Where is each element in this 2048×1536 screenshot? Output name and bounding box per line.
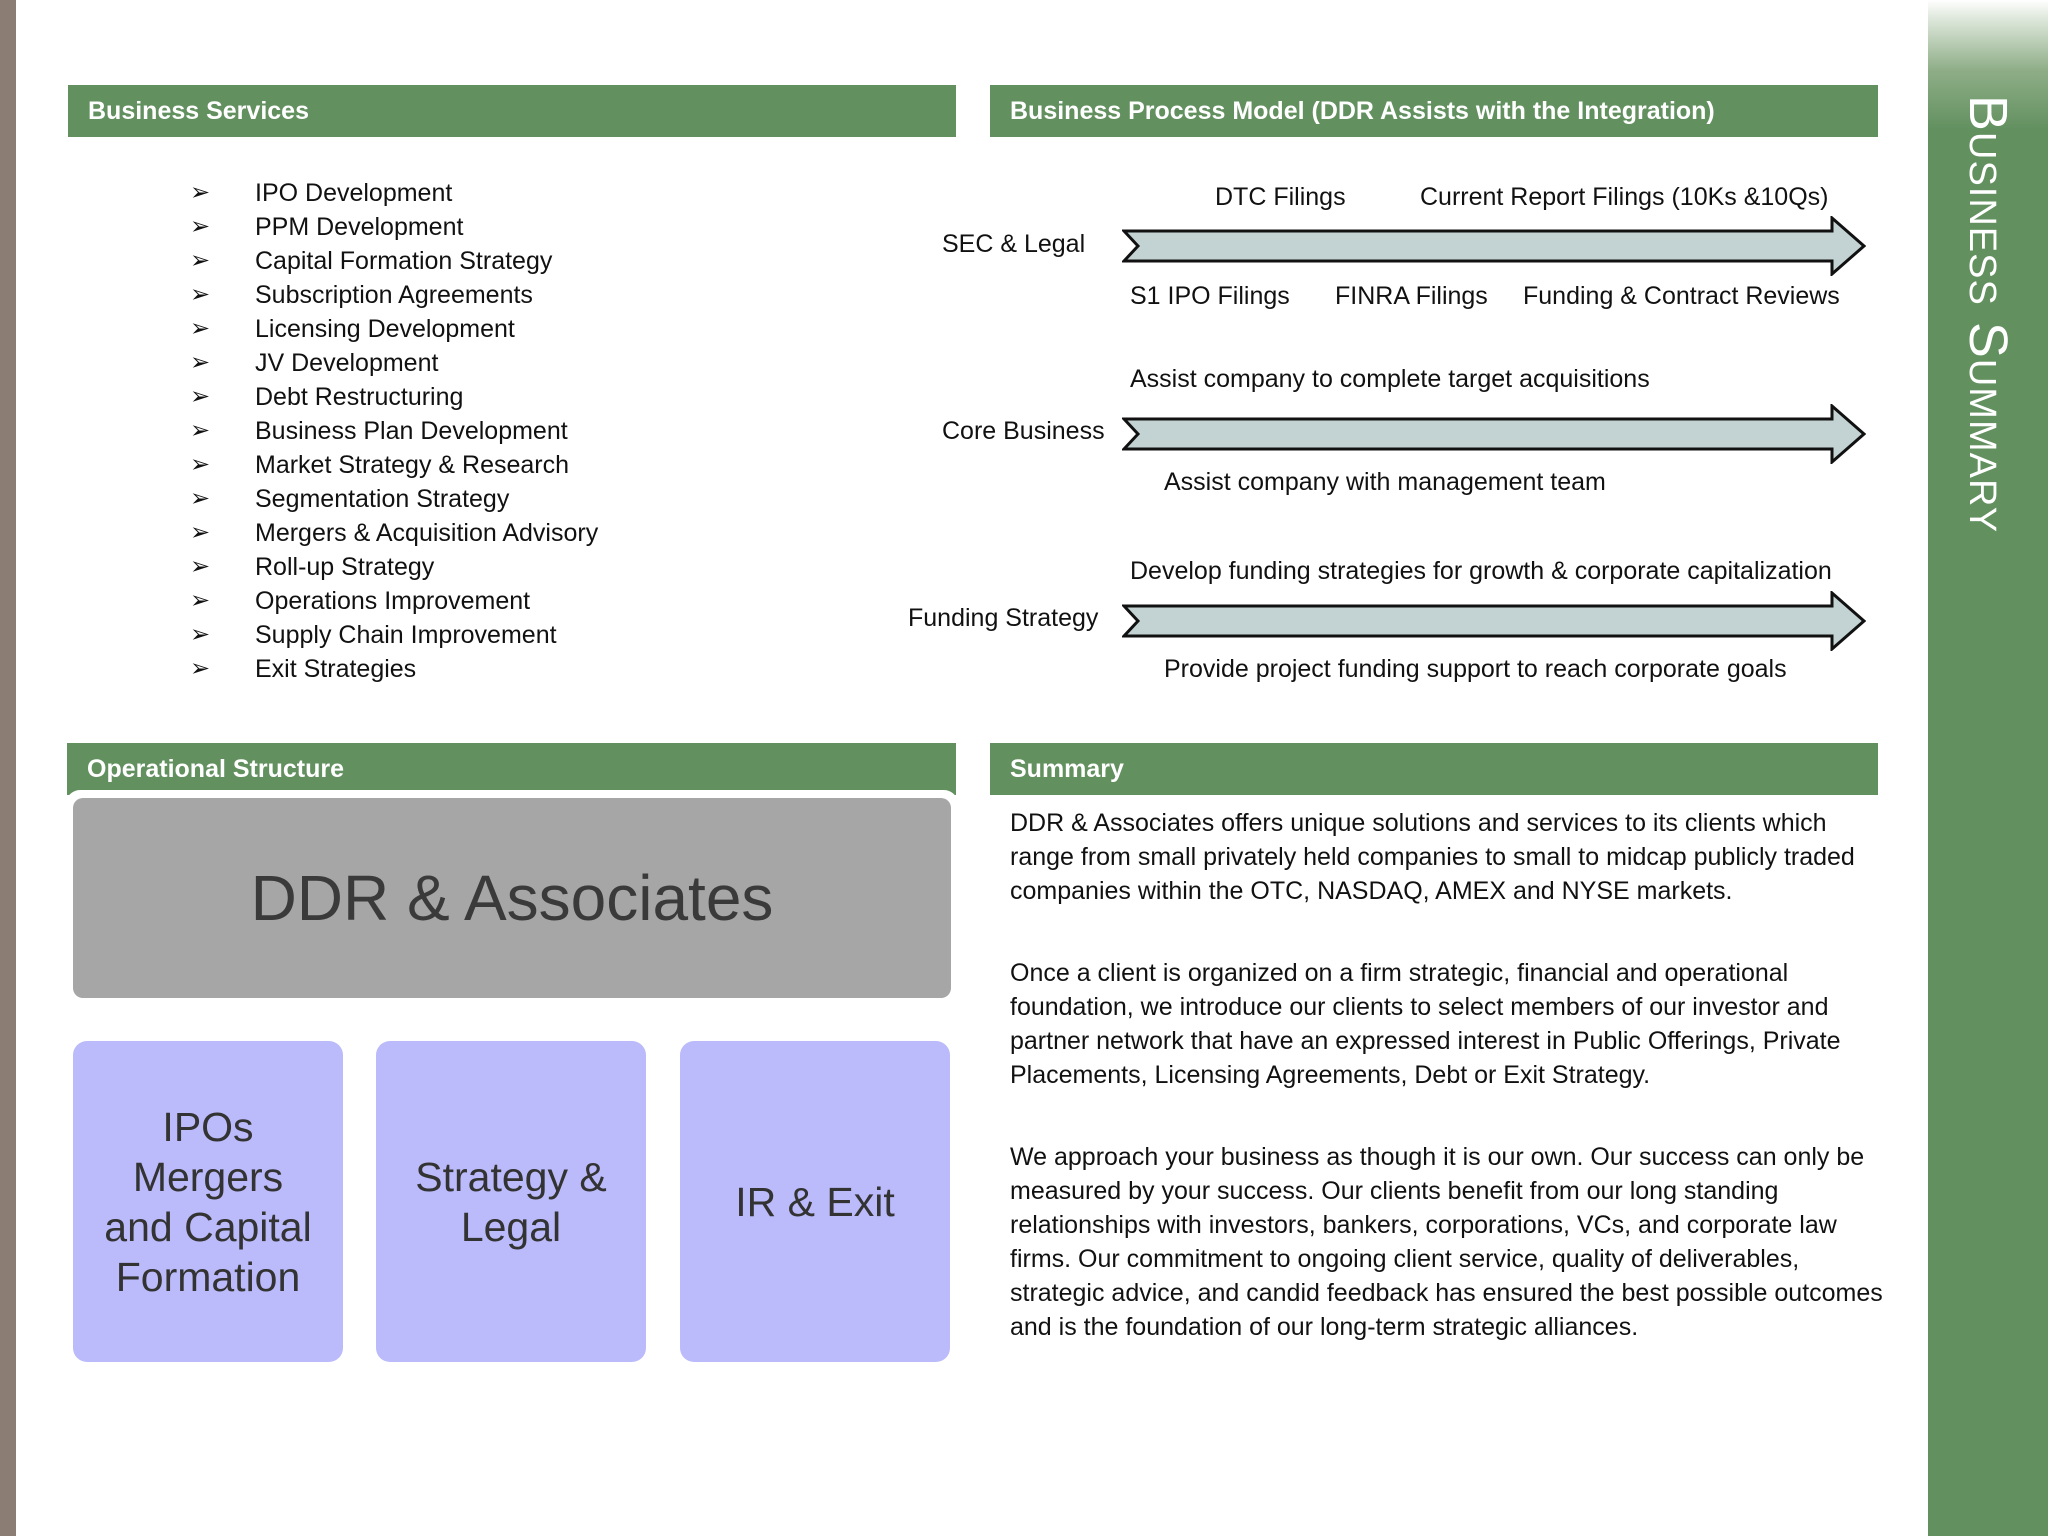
org-unit-ipos <box>73 1041 343 1362</box>
process-arrow-core-business <box>1122 404 1866 464</box>
summary-paragraph: We approach your business as though it is our own. Our success can only be measured by your success. Our clients benefit from our long standing relationships with investors, bankers, corporations, VCs, and corporate law firms. Our commitment to ongoing client service, quality of deliverables, strategic advice, and candid feedback has ensured the best possible outcomes and is the foundation of our long-term strategic alliances. <box>1010 1143 1883 1341</box>
process-model-heading <box>990 85 1878 137</box>
service-item <box>190 516 598 550</box>
service-item-label: Exit Strategies <box>255 655 417 683</box>
org-unit-label <box>415 1152 606 1252</box>
service-item <box>190 482 598 516</box>
process-label: Assist company with management team <box>1164 468 1606 496</box>
process-label: Provide project funding support to reach corporate goals <box>1164 655 1787 683</box>
service-item-label: Roll-up Strategy <box>255 553 435 581</box>
service-item <box>190 278 598 312</box>
service-item <box>190 414 598 448</box>
org-unit-line: IR & Exit <box>735 1178 895 1225</box>
service-item-label: Mergers & Acquisition Advisory <box>255 519 599 547</box>
org-unit-line: Legal <box>460 1203 562 1250</box>
service-item-label: Subscription Agreements <box>255 281 533 309</box>
arrow-bullet-icon: ➢ <box>190 587 211 614</box>
left-edge-strip <box>0 0 16 1536</box>
summary-heading-text: Summary <box>1010 755 1124 783</box>
process-arrow-funding-strategy <box>1122 591 1866 651</box>
process-label: S1 IPO Filings <box>1130 282 1290 310</box>
process-label: Develop funding strategies for growth & corporate capitalization <box>1130 557 1832 585</box>
service-item-label: Capital Formation Strategy <box>255 247 553 275</box>
process-row-funding-strategy: Funding Strategy <box>908 604 1099 632</box>
arrow-bullet-icon: ➢ <box>190 655 211 682</box>
service-item-label: Supply Chain Improvement <box>255 621 557 649</box>
service-item <box>190 652 598 686</box>
arrow-bullet-icon: ➢ <box>190 383 211 410</box>
org-unit-line: Formation <box>115 1253 301 1300</box>
service-item <box>190 312 598 346</box>
arrow-bullet-icon: ➢ <box>190 281 211 308</box>
arrow-bullet-icon: ➢ <box>190 349 211 376</box>
arrow-bullet-icon: ➢ <box>190 621 211 648</box>
org-unit-line: IPOs <box>162 1103 254 1150</box>
business-services-heading <box>68 85 956 137</box>
process-label: Current Report Filings (10Ks &10Qs) <box>1420 183 1829 211</box>
summary-paragraph: DDR & Associates offers unique solutions and services to its clients which range from small privately held companies to small to midcap publicly traded companies within the OTC, NASDAQ, AMEX and NYSE markets. <box>1010 809 1855 905</box>
service-item <box>190 346 598 380</box>
service-item-label: Debt Restructuring <box>255 383 464 411</box>
process-label: DTC Filings <box>1215 183 1346 211</box>
service-item-label: Business Plan Development <box>255 417 568 445</box>
service-item <box>190 380 598 414</box>
service-item <box>190 244 598 278</box>
process-row-core-business: Core Business <box>942 417 1105 445</box>
summary-paragraph: Once a client is organized on a firm strategic, financial and operational foundation, we introduce our clients to select members of our investor and partner network that have an expressed interest in Public Offerings, Private Placements, Licensing Agreements, Debt or Exit Strategy. <box>1010 959 1841 1089</box>
process-row-sec-legal: SEC & Legal <box>942 230 1086 258</box>
service-item <box>190 176 598 210</box>
operational-structure-heading <box>67 743 956 795</box>
process-label: FINRA Filings <box>1335 282 1488 310</box>
service-item-label: Segmentation Strategy <box>255 485 510 513</box>
process-model-heading-text: Business Process Model (DDR Assists with the Integration) <box>1010 97 1715 125</box>
business-services-list <box>190 176 598 686</box>
page-title <box>1928 0 2048 1536</box>
arrow-bullet-icon: ➢ <box>190 519 211 546</box>
arrow-bullet-icon: ➢ <box>190 553 211 580</box>
org-unit-line: Strategy & <box>415 1153 607 1200</box>
arrow-bullet-icon: ➢ <box>190 247 211 274</box>
process-arrow-sec-legal <box>1122 216 1866 276</box>
process-label: Assist company to complete target acquisitions <box>1130 365 1650 393</box>
service-item-label: PPM Development <box>255 213 464 241</box>
org-unit-line: Mergers <box>132 1153 284 1200</box>
org-unit-strategy-legal <box>376 1041 646 1362</box>
arrow-bullet-icon: ➢ <box>190 315 211 342</box>
arrow-bullet-icon: ➢ <box>190 451 211 478</box>
page-title-text: Business Summary <box>1958 95 2018 534</box>
summary-heading <box>990 743 1878 795</box>
service-item <box>190 448 598 482</box>
summary-body <box>1010 806 1890 1392</box>
org-top-box <box>73 798 951 998</box>
process-label: Funding & Contract Reviews <box>1523 282 1840 310</box>
service-item <box>190 210 598 244</box>
org-unit-ir-exit <box>680 1041 950 1362</box>
service-item <box>190 550 598 584</box>
org-unit-label <box>735 1177 894 1227</box>
service-item-label: IPO Development <box>255 179 453 207</box>
service-item <box>190 618 598 652</box>
org-unit-label <box>104 1102 311 1302</box>
arrow-bullet-icon: ➢ <box>190 485 211 512</box>
service-item-label: Market Strategy & Research <box>255 451 570 479</box>
org-unit-line: and Capital <box>104 1203 312 1250</box>
business-services-heading-text: Business Services <box>88 97 309 125</box>
arrow-bullet-icon: ➢ <box>190 179 211 206</box>
service-item-label: Licensing Development <box>255 315 515 343</box>
service-item <box>190 584 598 618</box>
service-item-label: Operations Improvement <box>255 587 531 615</box>
service-item-label: JV Development <box>255 349 439 377</box>
arrow-bullet-icon: ➢ <box>190 417 211 444</box>
operational-structure-heading-text: Operational Structure <box>87 755 344 783</box>
org-top-label: DDR & Associates <box>250 862 774 934</box>
arrow-bullet-icon: ➢ <box>190 213 211 240</box>
